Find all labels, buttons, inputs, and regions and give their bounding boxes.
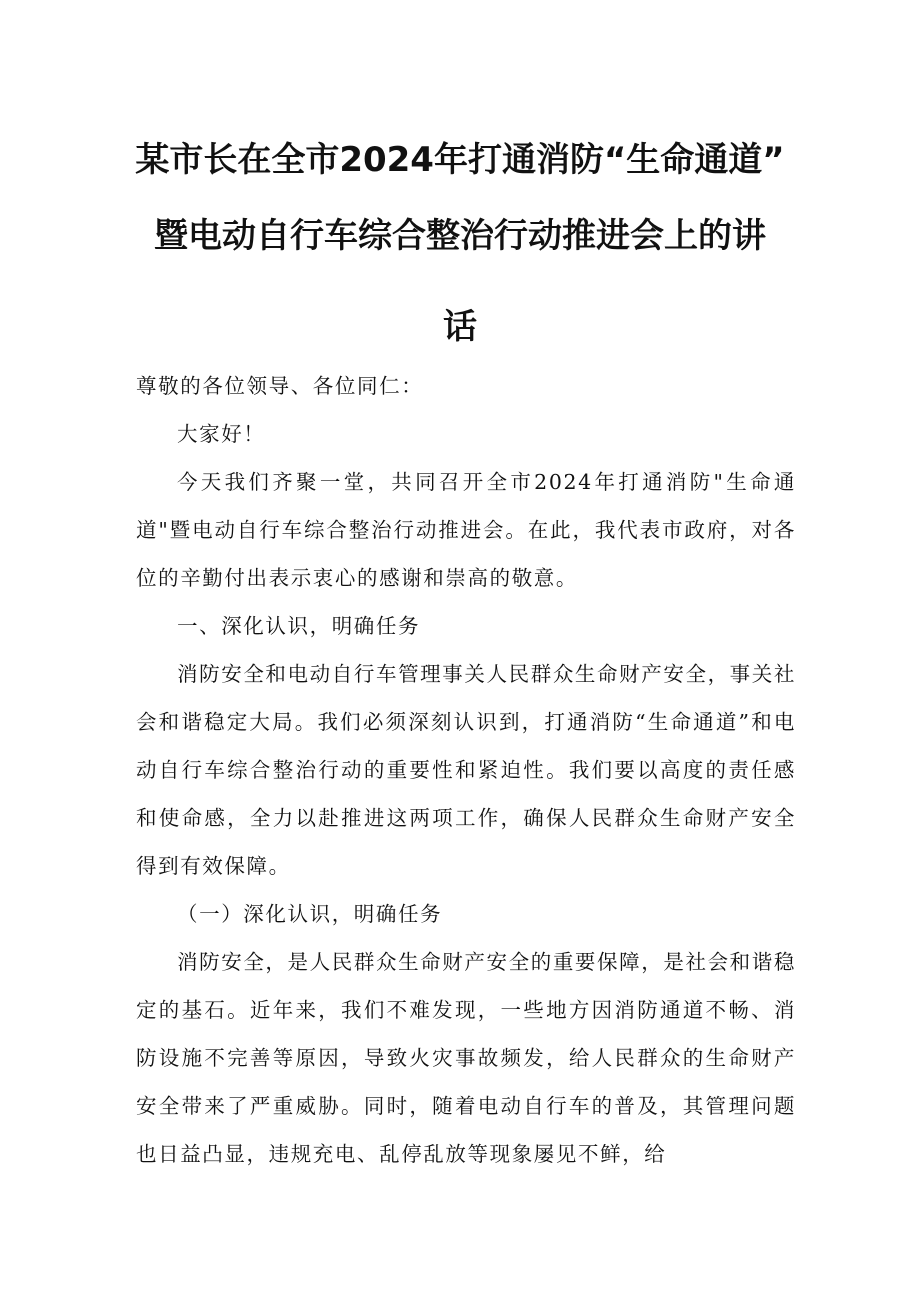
paragraph-importance: 消防安全和电动自行车管理事关人民群众生命财产安全，事关社会和谐稳定大局。我们必须深刻认识到，打通消防“生命通道”和电动自行车综合整治行动的重要性和紧迫性。我们要以高度的责任感和使命感，全力以赴推进这两项工作，确保人民群众生命财产安全得到有效保障。 — [136, 662, 796, 878]
paragraph-fire-safety: 消防安全，是人民群众生命财产安全的重要保障，是社会和谐稳定的基石。近年来，我们不难发现，一些地方因消防通道不畅、消防设施不完善等原因，导致火灾事故频发，给人民群众的生命财产安全带来了严重威胁。同时，随着电动自行车的普及，其管理问题也日益凸显，违规充电、乱停乱放等现象屡见不鲜，给 — [136, 950, 796, 1166]
salutation: 尊敬的各位领导、各位同仁： — [136, 374, 424, 398]
document-title-line-3: 话 — [443, 307, 477, 347]
subsection-heading-1: （一）深化认识，明确任务 — [177, 902, 443, 926]
section-heading-1: 一、深化认识，明确任务 — [177, 614, 421, 638]
paragraph-opening: 今天我们齐聚一堂，共同召开全市2024年打通消防"生命通道"暨电动自行车综合整治行动推进会。在此，我代表市政府，对各位的辛勤付出表示衷心的感谢和崇高的敬意。 — [136, 470, 796, 590]
greeting: 大家好！ — [177, 422, 266, 446]
document-title-line-2: 暨电动自行车综合整治行动推进会上的讲 — [154, 216, 766, 256]
document-title-line-1: 某市长在全市2024年打通消防“生命通道” — [135, 140, 785, 180]
document-body — [136, 362, 796, 1178]
